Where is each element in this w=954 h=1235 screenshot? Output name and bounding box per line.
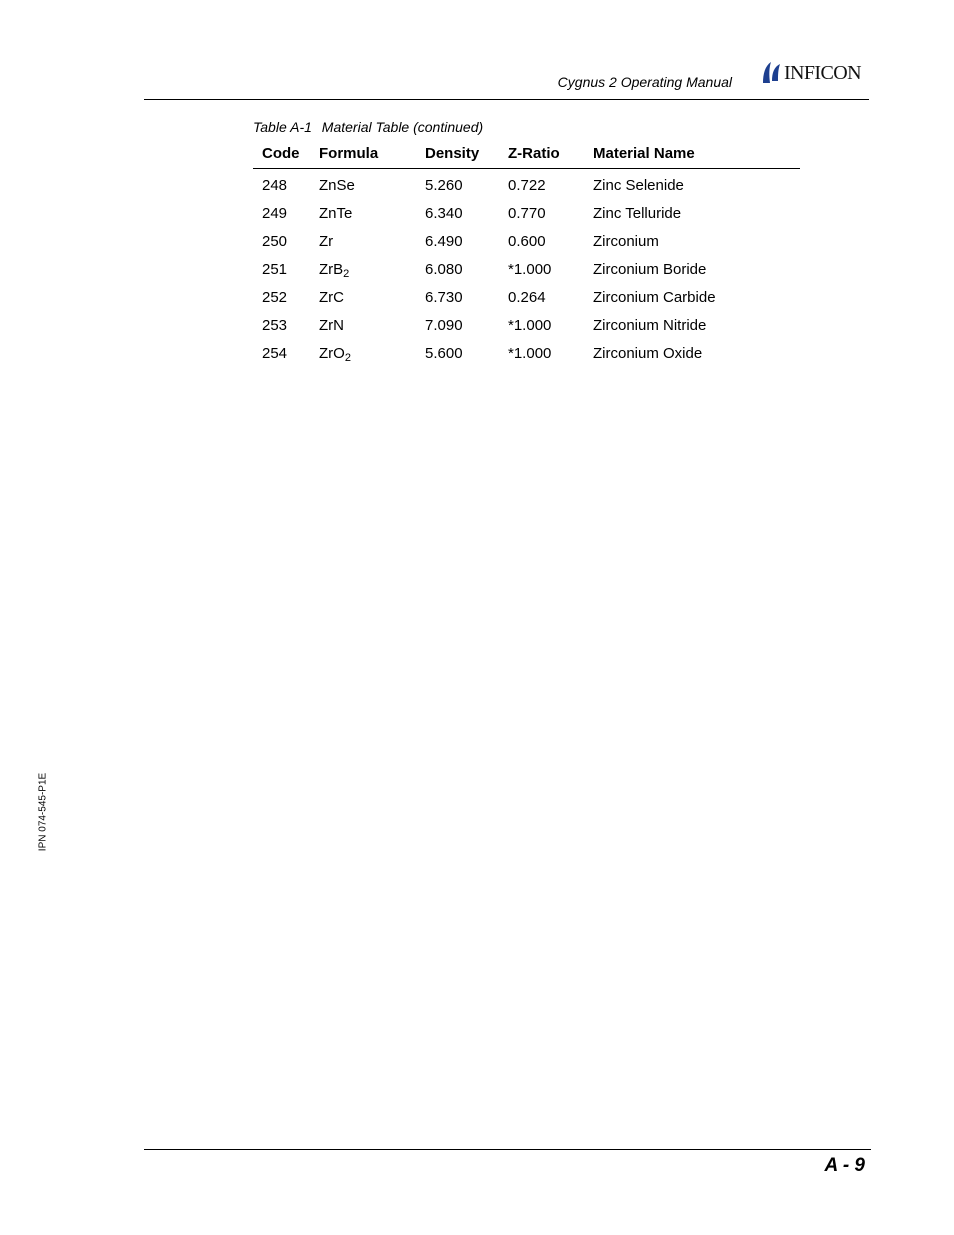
cell-code: 248 bbox=[262, 176, 288, 194]
cell-code: 249 bbox=[262, 204, 288, 222]
cell-density: 5.260 bbox=[425, 176, 463, 194]
cell-material-name: Zirconium Oxide bbox=[593, 344, 703, 362]
cell-density: 6.340 bbox=[425, 204, 463, 222]
cell-formula bbox=[310, 283, 416, 311]
cell-material-name: Zinc Telluride bbox=[593, 204, 682, 222]
cell-formula bbox=[310, 255, 416, 283]
cell-z-ratio: 0.600 bbox=[508, 232, 546, 250]
formula-subscript: 2 bbox=[343, 267, 350, 280]
cell-density: 6.080 bbox=[425, 260, 463, 278]
cell-density: 7.090 bbox=[425, 316, 463, 334]
cell-formula bbox=[310, 339, 416, 367]
col-density-header: Density bbox=[416, 139, 499, 169]
cell-code: 252 bbox=[262, 288, 288, 306]
cell-code: 254 bbox=[262, 344, 288, 362]
cell-z-ratio: 0.264 bbox=[508, 288, 546, 306]
formula-text: ZrN bbox=[319, 316, 344, 334]
manual-title: Cygnus 2 Operating Manual bbox=[557, 74, 732, 90]
header-rule bbox=[144, 99, 869, 100]
cell-formula bbox=[310, 199, 416, 227]
col-material-name-header: Material Name bbox=[584, 139, 800, 169]
cell-formula bbox=[310, 169, 416, 200]
cell-density: 5.600 bbox=[425, 344, 463, 362]
formula-subscript: 2 bbox=[344, 351, 351, 364]
table-caption bbox=[253, 119, 483, 135]
formula-text: ZnSe bbox=[319, 176, 355, 194]
col-formula-header: Formula bbox=[310, 139, 416, 169]
table-row bbox=[253, 169, 800, 200]
table-row bbox=[253, 311, 800, 339]
formula-text: Zr bbox=[319, 232, 334, 250]
table-header-row bbox=[253, 139, 800, 169]
cell-z-ratio: *1.000 bbox=[508, 344, 552, 362]
table-row bbox=[253, 339, 800, 367]
col-code-header: Code bbox=[253, 139, 310, 169]
table-row bbox=[253, 199, 800, 227]
footer-rule bbox=[144, 1149, 871, 1150]
inficon-logo bbox=[760, 58, 861, 86]
formula-text: ZrO bbox=[319, 344, 345, 362]
table-row bbox=[253, 255, 800, 283]
col-z-ratio-header: Z-Ratio bbox=[499, 139, 584, 169]
cell-z-ratio: 0.770 bbox=[508, 204, 546, 222]
document-ipn-label: IPN 074-545-P1E bbox=[37, 772, 49, 852]
cell-code: 250 bbox=[262, 232, 288, 250]
cell-material-name: Zirconium Carbide bbox=[593, 288, 716, 306]
material-table bbox=[253, 139, 800, 367]
formula-text: ZrB bbox=[319, 260, 344, 278]
cell-z-ratio: *1.000 bbox=[508, 260, 552, 278]
cell-material-name: Zirconium Boride bbox=[593, 260, 707, 278]
table-row bbox=[253, 283, 800, 311]
cell-z-ratio: 0.722 bbox=[508, 176, 546, 194]
cell-material-name: Zirconium Nitride bbox=[593, 316, 707, 334]
cell-material-name: Zinc Selenide bbox=[593, 176, 684, 194]
cell-code: 251 bbox=[262, 260, 288, 278]
inficon-logo-icon bbox=[760, 60, 782, 84]
formula-text: ZrC bbox=[319, 288, 344, 306]
table-caption-id: Table A-1 bbox=[253, 119, 312, 135]
page-number: A - 9 bbox=[824, 1155, 865, 1176]
cell-formula bbox=[310, 311, 416, 339]
logo-wordmark: INFICON bbox=[784, 61, 861, 84]
formula-text: ZnTe bbox=[319, 204, 353, 222]
table-row bbox=[253, 227, 800, 255]
cell-density: 6.730 bbox=[425, 288, 463, 306]
cell-material-name: Zirconium bbox=[593, 232, 659, 250]
cell-formula bbox=[310, 227, 416, 255]
table-caption-text: Material Table (continued) bbox=[321, 119, 484, 135]
cell-density: 6.490 bbox=[425, 232, 463, 250]
cell-code: 253 bbox=[262, 316, 288, 334]
cell-z-ratio: *1.000 bbox=[508, 316, 552, 334]
